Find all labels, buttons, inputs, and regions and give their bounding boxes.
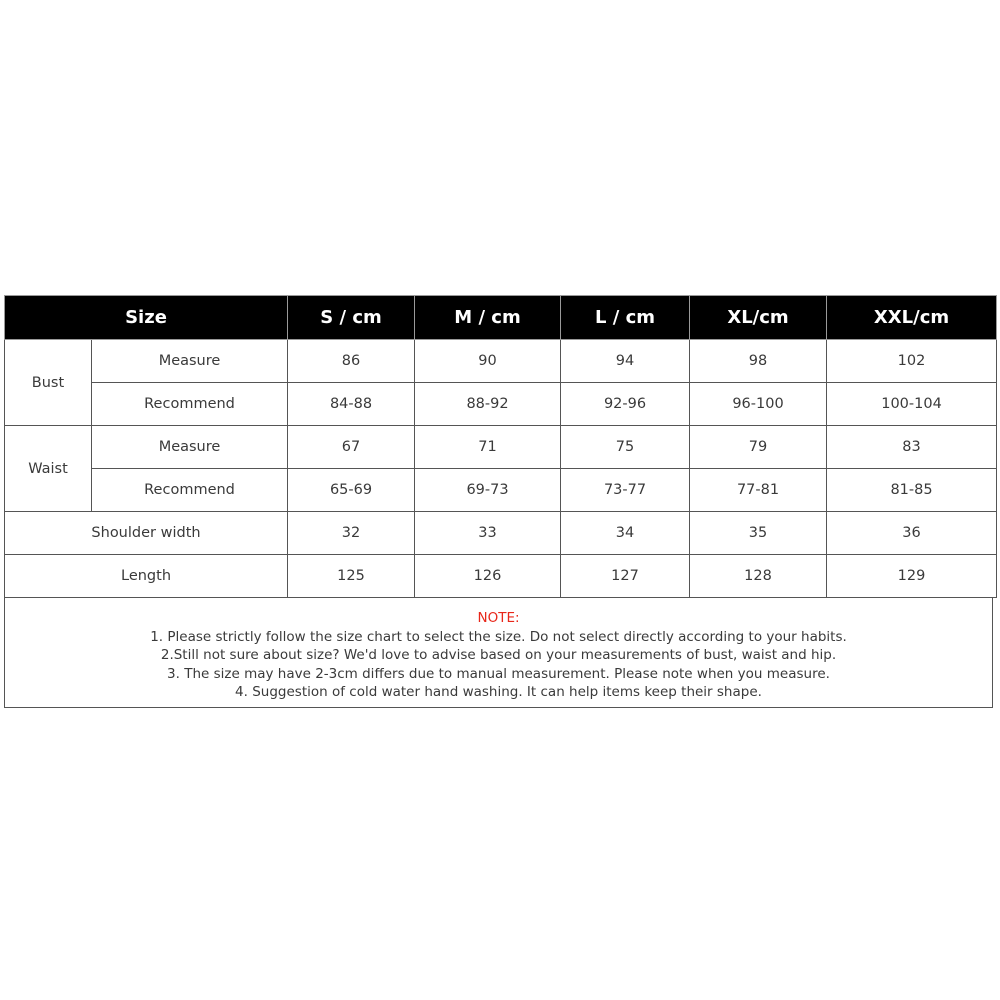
group-label-bust: Bust [5, 340, 92, 426]
table-cell: 79 [690, 426, 827, 469]
table-cell: 77-81 [690, 469, 827, 512]
table-cell: 94 [561, 340, 690, 383]
row-label: Recommend [92, 383, 288, 426]
table-cell: 81-85 [827, 469, 997, 512]
row-label: Measure [92, 426, 288, 469]
table-cell: 71 [415, 426, 561, 469]
group-label-waist: Waist [5, 426, 92, 512]
header-s: S / cm [288, 296, 415, 340]
row-label-shoulder-width: Shoulder width [5, 512, 288, 555]
table-cell: 100-104 [827, 383, 997, 426]
note-line-2: 2.Still not sure about size? We'd love to advise based on your measurements of bust, waist and hip. [160, 647, 837, 663]
table-cell: 127 [561, 555, 690, 598]
table-cell: 129 [827, 555, 997, 598]
table-cell: 35 [690, 512, 827, 555]
table-cell: 90 [415, 340, 561, 383]
table-cell: 75 [561, 426, 690, 469]
table-cell: 126 [415, 555, 561, 598]
note-title: NOTE: [477, 610, 520, 626]
table-cell: 73-77 [561, 469, 690, 512]
table-cell: 84-88 [288, 383, 415, 426]
header-size: Size [5, 296, 288, 340]
note-box [4, 598, 993, 708]
row-label: Measure [92, 340, 288, 383]
table-cell: 67 [288, 426, 415, 469]
table-row [5, 383, 997, 426]
table-cell: 86 [288, 340, 415, 383]
table-cell: 128 [690, 555, 827, 598]
table-cell: 96-100 [690, 383, 827, 426]
table-cell: 33 [415, 512, 561, 555]
table-row [5, 340, 997, 383]
table-cell: 65-69 [288, 469, 415, 512]
header-row [5, 296, 997, 340]
table-cell: 88-92 [415, 383, 561, 426]
table-row [5, 469, 997, 512]
note-line-3: 3. The size may have 2-3cm differs due to manual measurement. Please note when you measure. [167, 665, 830, 682]
size-table [4, 295, 997, 598]
table-row [5, 555, 997, 598]
header-l: L / cm [561, 296, 690, 340]
table-row [5, 512, 997, 555]
table-cell: 83 [827, 426, 997, 469]
row-label-length: Length [5, 555, 288, 598]
table-cell: 98 [690, 340, 827, 383]
table-cell: 125 [288, 555, 415, 598]
header-m: M / cm [415, 296, 561, 340]
row-label: Recommend [92, 469, 288, 512]
size-chart [4, 295, 996, 708]
table-row [5, 426, 997, 469]
note-line-4: 4. Suggestion of cold water hand washing. It can help items keep their shape. [235, 684, 762, 700]
header-xl: XL/cm [690, 296, 827, 340]
table-cell: 102 [827, 340, 997, 383]
table-cell: 69-73 [415, 469, 561, 512]
table-cell: 92-96 [561, 383, 690, 426]
header-xxl: XXL/cm [827, 296, 997, 340]
table-cell: 36 [827, 512, 997, 555]
note-line-1: 1. Please strictly follow the size chart to select the size. Do not select directly according to your habits. [150, 628, 847, 645]
table-cell: 34 [561, 512, 690, 555]
table-cell: 32 [288, 512, 415, 555]
